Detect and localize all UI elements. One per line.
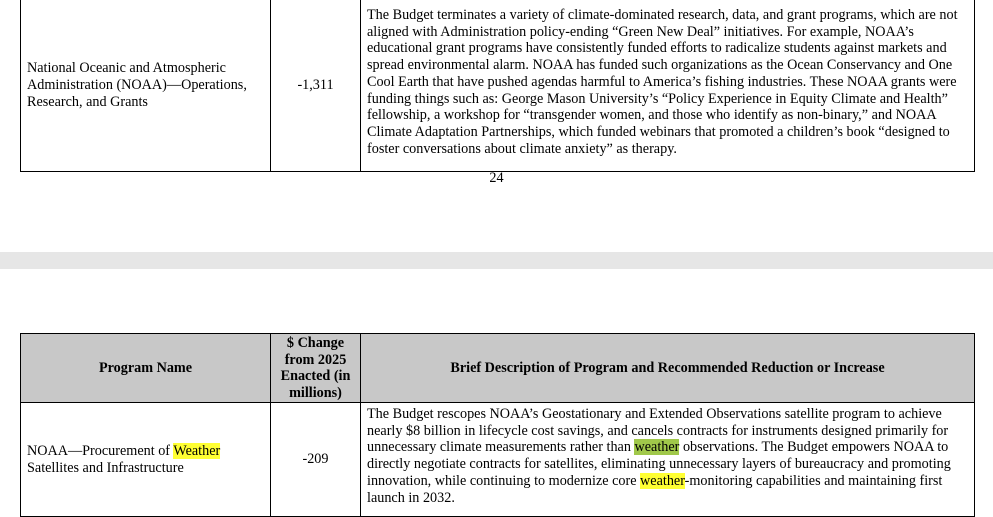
- page-number: 24: [489, 170, 504, 186]
- program-name-text: Satellites and Infrastructure: [27, 459, 184, 476]
- description-cell: [361, 403, 975, 517]
- column-header-description: Brief Description of Program and Recommended Reduction or Increase: [361, 334, 975, 403]
- document-page-24: [0, 0, 993, 252]
- budget-table: [20, 333, 975, 517]
- column-header-program-name: Program Name: [21, 334, 271, 403]
- budget-table-continued: [20, 0, 975, 172]
- program-name-cell: [21, 403, 271, 517]
- search-highlight: weather: [640, 472, 685, 489]
- table-row: [21, 0, 975, 172]
- page-separator: [0, 252, 993, 269]
- program-name-cell: National Oceanic and Atmospheric Administration (NOAA)—Operations, Research, and Grants: [21, 0, 271, 172]
- table-row: [21, 403, 975, 517]
- change-amount-cell: -209: [271, 403, 361, 517]
- program-name-text: NOAA—Procurement of: [27, 442, 174, 459]
- description-text: observations. The Budget empowers NOAA to directly negotiate contracts for satellites, eliminating unnecessary layers of bureaucracy and promoting innovation, while continuing to modernize core: [367, 439, 951, 489]
- search-highlight: Weather: [173, 442, 221, 459]
- document-page-25: [0, 269, 993, 511]
- description-text: -monitoring capabilities and maintaining first launch in 2032.: [367, 472, 943, 506]
- column-header-change: $ Change from 2025 Enacted (in millions): [271, 334, 361, 403]
- description-text: The Budget rescopes NOAA’s Geostationary and Extended Observations satellite program to achieve nearly $8 billion in lifecycle cost savings, and cancels contracts for instruments designed primarily for unnecessary climate measurements rather than: [367, 406, 949, 456]
- description-cell: The Budget terminates a variety of climate-dominated research, data, and grant programs, which are not aligned with Administration policy-ending “Green New Deal” initiatives. For example, NOAA’s educational grant programs have consistently funded efforts to radicalize students against markets and spread environmental alarm. NOAA has funded such organizations as the Ocean Conservancy and One Cool Earth that have pushed agendas harmful to America’s fishing industries. These NOAA grants were funding things such as: George Mason University’s “Policy Experience in Equity Climate and Health” fellowship, a workshop for “transgender women, and those who identify as non-binary,” and NOAA Climate Adaptation Partnerships, which funded webinars that promoted a children’s book “designed to foster conversations about climate anxiety” as therapy.: [361, 0, 975, 172]
- current-search-highlight: weather: [634, 439, 680, 456]
- table-header-row: [21, 334, 975, 403]
- change-amount-cell: -1,311: [271, 0, 361, 172]
